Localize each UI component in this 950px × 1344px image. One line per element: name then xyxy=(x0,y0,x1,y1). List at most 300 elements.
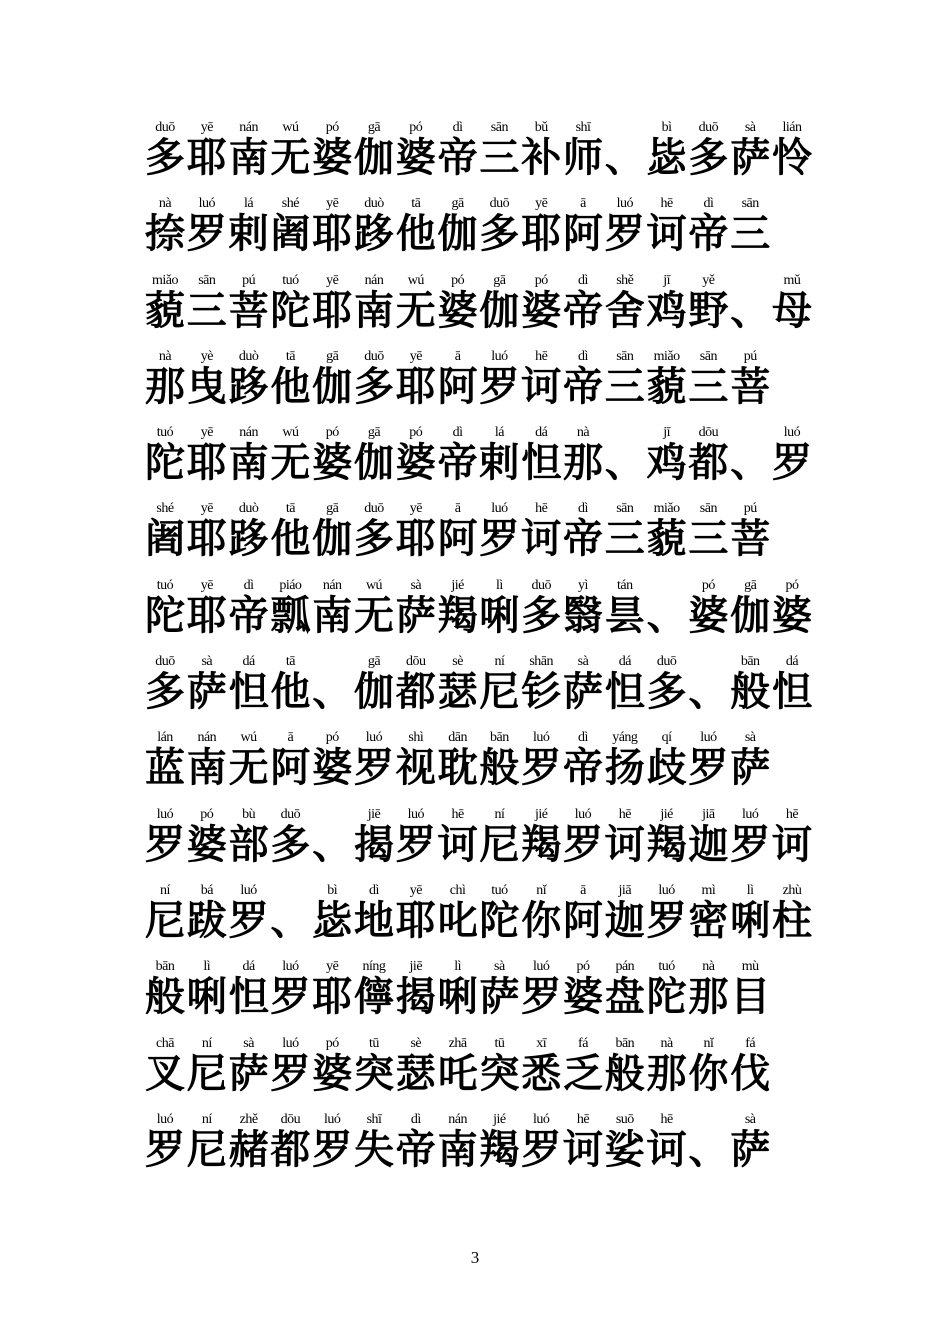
hanzi-character: 剌 xyxy=(479,439,520,487)
pinyin-annotation: hē xyxy=(660,1111,673,1127)
ruby-character xyxy=(310,1112,354,1172)
pinyin-annotation: yē xyxy=(326,959,339,975)
pinyin-annotation: nà xyxy=(158,196,172,212)
ruby-character xyxy=(686,654,730,714)
ruby-character xyxy=(477,807,521,867)
ruby-character xyxy=(770,654,814,714)
hanzi-character: 帝 xyxy=(563,362,603,410)
ruby-character xyxy=(436,654,480,714)
hanzi-character: 诃 xyxy=(521,515,562,563)
hanzi-character: 尼 xyxy=(479,668,520,716)
hanzi-character: 、 xyxy=(730,439,771,487)
hanzi-character: 唎 xyxy=(479,591,520,639)
ruby-character xyxy=(310,273,354,333)
ruby-character xyxy=(645,730,689,790)
hanzi-character: 揭 xyxy=(395,973,436,1021)
hanzi-character: 阿 xyxy=(437,515,478,563)
ruby-character xyxy=(394,196,438,256)
pinyin-annotation: dān xyxy=(448,730,467,746)
ruby-character xyxy=(770,273,814,333)
hanzi-character: 无 xyxy=(228,744,269,792)
pinyin-annotation: yē xyxy=(409,882,422,898)
hanzi-character: 陀 xyxy=(479,896,520,944)
pinyin-annotation: dì xyxy=(578,501,588,517)
pinyin-annotation: jié xyxy=(451,577,464,593)
ruby-character xyxy=(436,1112,480,1172)
hanzi-character: 无 xyxy=(270,439,311,487)
pinyin-annotation: yē xyxy=(200,577,213,593)
pinyin-annotation: bì xyxy=(327,882,338,898)
pinyin-annotation: hē xyxy=(785,806,799,822)
ruby-character xyxy=(686,120,730,180)
ruby-character xyxy=(686,883,730,943)
pinyin-annotation: yē xyxy=(409,348,422,364)
hanzi-character: 尼 xyxy=(186,1125,227,1173)
pinyin-annotation: ní xyxy=(494,806,505,822)
hanzi-character: 那 xyxy=(646,1049,687,1097)
pinyin-annotation: shī xyxy=(366,1111,382,1127)
hanzi-character: 诃 xyxy=(563,1125,603,1173)
ruby-character xyxy=(143,883,187,943)
pinyin-annotation: duō xyxy=(364,501,384,517)
ruby-character xyxy=(394,730,438,790)
pinyin-annotation: dá xyxy=(242,959,255,975)
pinyin-annotation: yē xyxy=(326,196,339,212)
pinyin-annotation: wú xyxy=(240,730,257,746)
pinyin-annotation: dōu xyxy=(406,654,426,670)
pinyin-annotation: fá xyxy=(745,1035,756,1051)
ruby-character xyxy=(603,883,647,943)
hanzi-character: 迦 xyxy=(604,896,645,944)
hanzi-character: 阿 xyxy=(563,210,603,258)
hanzi-character: 柱 xyxy=(772,896,812,944)
ruby-character xyxy=(352,1112,396,1172)
pinyin-annotation: hē xyxy=(660,196,673,212)
pinyin-annotation: yē xyxy=(200,501,213,517)
hanzi-character: 三 xyxy=(688,515,729,563)
hanzi-character: 罗 xyxy=(479,515,520,563)
pinyin-annotation: pó xyxy=(200,806,214,822)
hanzi-character: 那 xyxy=(563,439,603,487)
hanzi-character: 诃 xyxy=(772,820,812,868)
hanzi-character: 陀 xyxy=(145,439,185,487)
pinyin-annotation: jié xyxy=(534,806,548,822)
pinyin-annotation: lián xyxy=(782,120,802,135)
ruby-character xyxy=(436,501,480,561)
hanzi-character: 般 xyxy=(604,1049,645,1097)
hanzi-character: 跋 xyxy=(186,896,227,944)
hanzi-character: 他 xyxy=(395,210,436,258)
ruby-character xyxy=(394,959,438,1019)
pinyin-annotation: shì xyxy=(408,730,424,746)
ruby-character xyxy=(686,349,730,409)
hanzi-character: 怜 xyxy=(772,134,812,181)
pinyin-annotation: gā xyxy=(493,272,506,288)
hanzi-character: 扬 xyxy=(604,744,645,792)
ruby-character xyxy=(310,578,354,638)
pinyin-annotation: gā xyxy=(744,577,757,593)
ruby-character xyxy=(352,807,396,867)
ruby-character xyxy=(143,654,187,714)
hanzi-character: 帝 xyxy=(563,515,603,563)
ruby-character xyxy=(519,654,563,714)
pinyin-annotation: pú xyxy=(743,501,757,517)
ruby-character xyxy=(519,730,563,790)
ruby-character xyxy=(310,120,354,180)
hanzi-character: 多 xyxy=(521,591,562,639)
ruby-character xyxy=(227,196,271,256)
ruby-character xyxy=(352,959,396,1019)
pinyin-annotation: duō xyxy=(280,806,301,822)
ruby-character xyxy=(227,349,271,409)
hanzi-character: 盘 xyxy=(604,973,645,1021)
pinyin-annotation: pó xyxy=(534,272,548,288)
pinyin-annotation: yáng xyxy=(612,730,638,746)
hanzi-character: 菩 xyxy=(730,362,771,410)
ruby-character xyxy=(352,273,396,333)
ruby-character xyxy=(394,883,438,943)
pinyin-annotation: sān xyxy=(490,120,508,135)
ruby-character xyxy=(185,120,229,180)
ruby-character xyxy=(686,273,730,333)
pinyin-annotation: ā xyxy=(287,730,294,746)
ruby-character xyxy=(185,807,229,867)
pinyin-annotation: hē xyxy=(618,806,631,822)
hanzi-character: 儜 xyxy=(354,973,394,1021)
ruby-character xyxy=(268,349,312,409)
ruby-character xyxy=(310,883,354,943)
pinyin-annotation: yě xyxy=(702,272,715,288)
hanzi-character: 罗 xyxy=(604,210,645,258)
ruby-character xyxy=(436,959,480,1019)
ruby-character xyxy=(477,578,521,638)
pinyin-annotation: wú xyxy=(365,577,383,593)
pinyin-annotation: gā xyxy=(367,425,381,441)
ruby-character xyxy=(227,807,271,867)
hanzi-character: 婆 xyxy=(186,820,227,868)
ruby-character xyxy=(477,425,521,485)
hanzi-character: 帝 xyxy=(563,286,603,334)
pinyin-annotation: bān xyxy=(740,654,760,670)
ruby-character xyxy=(436,730,480,790)
ruby-character xyxy=(143,425,187,485)
ruby-character xyxy=(227,501,271,561)
ruby-character xyxy=(603,196,647,256)
pinyin-annotation: luó xyxy=(532,1111,550,1127)
ruby-character xyxy=(686,578,730,638)
ruby-character xyxy=(519,120,563,180)
pinyin-annotation: bù xyxy=(242,806,256,822)
ruby-character xyxy=(268,273,312,333)
hanzi-character: 娑 xyxy=(604,1125,645,1173)
hanzi-character: 伽 xyxy=(354,439,394,487)
hanzi-character: 罗 xyxy=(354,744,394,792)
hanzi-character: 耶 xyxy=(312,973,353,1021)
pinyin-annotation: duò xyxy=(364,196,384,212)
pinyin-annotation: luó xyxy=(156,806,174,822)
pinyin-annotation: lá xyxy=(244,196,254,212)
hanzi-character: 藐 xyxy=(646,515,687,563)
hanzi-character: 萨 xyxy=(730,744,771,792)
hanzi-character: 钐 xyxy=(521,668,562,716)
pinyin-annotation: sà xyxy=(243,1035,254,1051)
ruby-character xyxy=(143,807,187,867)
hanzi-character: 诃 xyxy=(437,820,478,868)
ruby-character xyxy=(645,807,689,867)
pinyin-annotation: tū xyxy=(369,1035,379,1051)
hanzi-character: 婆 xyxy=(688,591,729,639)
hanzi-character: 那 xyxy=(145,362,185,410)
pinyin-annotation: lán xyxy=(157,730,173,746)
text-line xyxy=(143,120,815,196)
hanzi-character: 叉 xyxy=(145,1049,185,1097)
hanzi-character: 你 xyxy=(688,1049,729,1097)
hanzi-character: 母 xyxy=(772,286,812,334)
pinyin-annotation: nà xyxy=(576,425,590,441)
hanzi-character: 罗 xyxy=(145,1125,185,1173)
ruby-character xyxy=(603,349,647,409)
ruby-character xyxy=(603,273,647,333)
hanzi-character: 羯 xyxy=(479,1125,520,1173)
ruby-character xyxy=(268,425,312,485)
ruby-character xyxy=(561,654,605,714)
hanzi-character: 鸡 xyxy=(646,439,687,487)
ruby-character xyxy=(185,349,229,409)
ruby-character xyxy=(603,578,647,638)
ruby-character xyxy=(394,425,438,485)
hanzi-character: 突 xyxy=(354,1049,394,1097)
pinyin-annotation: duō xyxy=(364,348,384,364)
pinyin-annotation: nǐ xyxy=(703,1035,714,1051)
ruby-character xyxy=(645,425,689,485)
pinyin-annotation: zhě xyxy=(239,1111,258,1127)
ruby-character xyxy=(477,959,521,1019)
ruby-character xyxy=(561,501,605,561)
ruby-character xyxy=(227,120,271,180)
hanzi-character: 帝 xyxy=(395,1125,436,1173)
pinyin-annotation: dōu xyxy=(698,425,719,441)
hanzi-character: 多 xyxy=(354,515,394,563)
ruby-character xyxy=(394,654,438,714)
ruby-character xyxy=(185,1112,229,1172)
pinyin-annotation: tán xyxy=(616,577,633,593)
pinyin-annotation: jié xyxy=(493,1111,506,1127)
hanzi-character: 萨 xyxy=(563,668,603,716)
pinyin-annotation: lì xyxy=(454,959,461,975)
hanzi-character: 瓢 xyxy=(270,591,311,639)
hanzi-character: 罗 xyxy=(270,973,311,1021)
hanzi-character: 歧 xyxy=(646,744,687,792)
pinyin-annotation: hē xyxy=(451,806,464,822)
hanzi-character: 鸡 xyxy=(646,286,687,334)
hanzi-character: 、 xyxy=(604,439,645,487)
hanzi-character: 赭 xyxy=(228,1125,269,1173)
ruby-character xyxy=(352,654,396,714)
pinyin-annotation: duò xyxy=(238,348,259,364)
hanzi-character: 萨 xyxy=(730,134,771,181)
hanzi-character: 婆 xyxy=(312,439,353,487)
hanzi-character: 剌 xyxy=(228,210,269,258)
ruby-character xyxy=(143,1112,187,1172)
pinyin-annotation: dá xyxy=(535,425,548,441)
hanzi-character: 罗 xyxy=(521,1125,562,1173)
hanzi-character: 羯 xyxy=(646,820,687,868)
pinyin-annotation: luó xyxy=(532,730,550,746)
ruby-character xyxy=(352,1036,396,1096)
pinyin-annotation: gā xyxy=(451,196,464,212)
ruby-character xyxy=(185,959,229,1019)
ruby-character xyxy=(310,501,354,561)
hanzi-character: 尼 xyxy=(186,1049,227,1097)
ruby-character xyxy=(519,883,563,943)
ruby-character xyxy=(268,654,312,714)
hanzi-character: 罗 xyxy=(228,896,269,944)
ruby-character xyxy=(686,807,730,867)
pinyin-annotation: jié xyxy=(660,806,673,822)
ruby-character xyxy=(352,883,396,943)
pinyin-annotation: dì xyxy=(703,196,714,212)
ruby-character xyxy=(352,425,396,485)
pinyin-annotation: bān xyxy=(490,730,509,746)
hanzi-character: 萨 xyxy=(228,1049,269,1097)
pinyin-annotation: tū xyxy=(494,1035,505,1051)
ruby-character xyxy=(143,730,187,790)
ruby-character xyxy=(603,959,647,1019)
ruby-character xyxy=(436,273,480,333)
ruby-character xyxy=(603,501,647,561)
hanzi-character: 、 xyxy=(312,820,353,868)
pinyin-annotation: pó xyxy=(325,730,339,746)
pinyin-annotation: nǐ xyxy=(536,882,547,898)
hanzi-character: 罗 xyxy=(145,820,185,868)
pinyin-annotation: nán xyxy=(364,272,384,288)
ruby-character xyxy=(477,1036,521,1096)
ruby-character xyxy=(477,349,521,409)
ruby-character xyxy=(519,578,563,638)
pinyin-annotation: duō xyxy=(155,654,175,670)
hanzi-character: 怛 xyxy=(228,973,269,1021)
pinyin-annotation: duō xyxy=(698,120,719,135)
pinyin-annotation: jiā xyxy=(618,882,632,898)
ruby-character xyxy=(728,730,772,790)
hanzi-character: 菩 xyxy=(228,286,269,334)
pinyin-annotation: pó xyxy=(451,272,465,288)
hanzi-character: 婆 xyxy=(772,591,812,639)
text-line xyxy=(143,196,815,272)
hanzi-character: 伽 xyxy=(479,286,520,334)
ruby-character xyxy=(185,654,229,714)
ruby-character xyxy=(519,1112,563,1172)
ruby-character xyxy=(519,501,563,561)
pinyin-annotation: pó xyxy=(325,425,339,441)
hanzi-character: 多 xyxy=(354,362,394,410)
ruby-character xyxy=(143,959,187,1019)
pinyin-annotation: dì xyxy=(410,1111,421,1127)
ruby-character xyxy=(561,1036,605,1096)
ruby-character xyxy=(645,501,689,561)
pinyin-annotation: dōu xyxy=(280,1111,301,1127)
hanzi-character: 唎 xyxy=(437,973,478,1021)
hanzi-character: 他 xyxy=(270,668,311,716)
hanzi-character: 怛 xyxy=(228,668,269,716)
hanzi-character: 婆 xyxy=(312,744,353,792)
hanzi-character: 伽 xyxy=(437,210,478,258)
text-line xyxy=(143,807,815,883)
pinyin-annotation: sà xyxy=(744,730,756,746)
pinyin-annotation: shé xyxy=(156,501,174,517)
pinyin-annotation: mì xyxy=(701,882,716,898)
hanzi-character: 婆 xyxy=(437,286,478,334)
pinyin-annotation: jī xyxy=(663,425,670,441)
ruby-character xyxy=(519,425,563,485)
ruby-character xyxy=(519,959,563,1019)
ruby-character xyxy=(310,654,354,714)
ruby-character xyxy=(728,349,772,409)
pinyin-annotation: nán xyxy=(197,730,217,746)
hanzi-character: 补 xyxy=(521,134,562,181)
ruby-character xyxy=(310,730,354,790)
ruby-character xyxy=(268,730,312,790)
ruby-character xyxy=(645,273,689,333)
ruby-character xyxy=(436,807,480,867)
pinyin-annotation: yē xyxy=(200,120,213,135)
ruby-character xyxy=(603,1036,647,1096)
hanzi-character: 跢 xyxy=(228,362,269,410)
hanzi-character: 罗 xyxy=(479,362,520,410)
pinyin-annotation: luó xyxy=(532,959,550,975)
ruby-character xyxy=(686,196,730,256)
ruby-character xyxy=(268,196,312,256)
pinyin-annotation: pó xyxy=(576,959,590,975)
ruby-character xyxy=(728,1036,772,1096)
pinyin-annotation: pán xyxy=(615,959,635,975)
ruby-character xyxy=(477,196,521,256)
ruby-character xyxy=(436,883,480,943)
hanzi-character: 帝 xyxy=(563,744,603,792)
ruby-character xyxy=(143,273,187,333)
pinyin-annotation: luó xyxy=(491,348,508,364)
ruby-character xyxy=(310,349,354,409)
ruby-character xyxy=(728,959,772,1019)
ruby-character xyxy=(185,730,229,790)
ruby-character xyxy=(477,501,521,561)
ruby-character xyxy=(728,196,772,256)
text-line xyxy=(143,959,815,1035)
pinyin-annotation: dì xyxy=(578,272,588,288)
pinyin-annotation: sān xyxy=(616,501,634,517)
hanzi-character: 萨 xyxy=(479,973,520,1021)
pinyin-annotation: sān xyxy=(198,272,216,288)
pinyin-annotation: duō xyxy=(489,196,510,212)
ruby-character xyxy=(268,578,312,638)
pinyin-annotation: pó xyxy=(785,577,799,593)
ruby-character xyxy=(561,730,605,790)
pinyin-annotation: luó xyxy=(365,730,383,746)
ruby-character xyxy=(728,273,772,333)
pinyin-annotation: tuó xyxy=(282,272,299,288)
pinyin-annotation: luó xyxy=(700,730,717,746)
hanzi-character: 罗 xyxy=(312,1125,353,1173)
ruby-character xyxy=(185,578,229,638)
ruby-character xyxy=(603,120,647,180)
text-line xyxy=(143,883,815,959)
pinyin-annotation: bá xyxy=(200,882,213,898)
pinyin-annotation: miǎo xyxy=(653,501,680,517)
ruby-character xyxy=(185,273,229,333)
hanzi-character: 瑟 xyxy=(437,668,478,716)
pinyin-annotation: tā xyxy=(285,501,295,517)
hanzi-character: 都 xyxy=(270,1125,311,1173)
